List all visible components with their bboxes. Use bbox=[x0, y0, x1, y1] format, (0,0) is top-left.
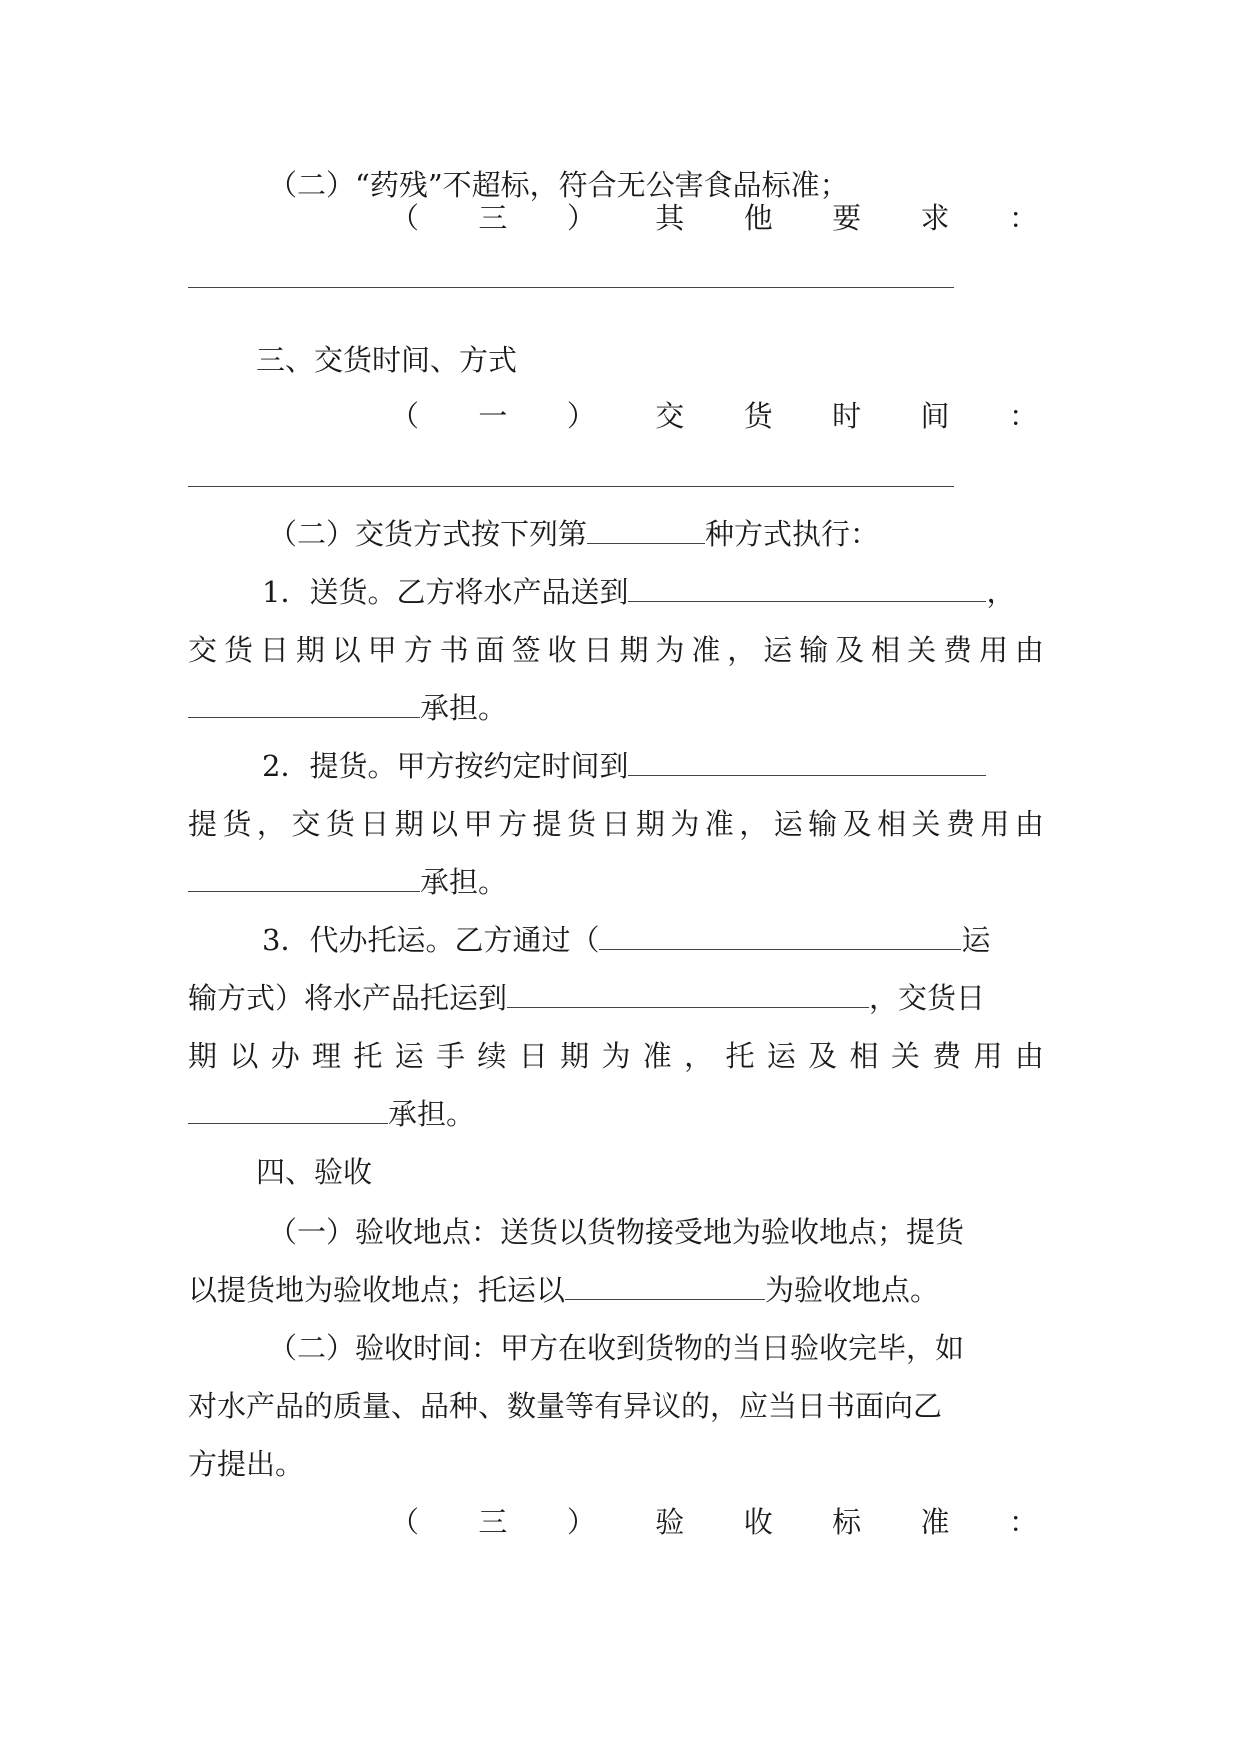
heading-inspection-standard: （ 三 ） 验 收 标 准 ： bbox=[390, 1505, 1038, 1539]
heading-delivery-time: （ 一 ） 交 货 时 间 ： bbox=[390, 399, 1038, 433]
paragraph-delivery-pickup-line3: 承担。 bbox=[188, 862, 1048, 902]
paragraph-residue: （二）“药残”不超标，符合无公害食品标准； bbox=[268, 168, 849, 202]
paragraph-delivery-consign-line4: 承担。 bbox=[188, 1094, 1048, 1134]
fill-blank-consign-cost[interactable] bbox=[188, 1099, 388, 1124]
paragraph-delivery-pickup-line2: 提 货 ， 交 货 日 期 以 甲 方 提 货 日 期 为 准 ， 运 输 及 相 关 费 用 由 bbox=[188, 807, 1044, 841]
fill-blank-other-requirements[interactable] bbox=[188, 287, 954, 288]
paragraph-inspection-time-line3: 方提出。 bbox=[188, 1447, 305, 1481]
fill-blank-method-number[interactable] bbox=[587, 519, 705, 544]
section-3-title: 三、交货时间、方式 bbox=[256, 343, 518, 377]
fill-blank-delivery-time[interactable] bbox=[188, 486, 954, 487]
section-4-title: 四、验收 bbox=[256, 1155, 373, 1189]
paragraph-delivery-send-line3: 承担。 bbox=[188, 688, 1048, 728]
fill-blank-send-cost[interactable] bbox=[188, 693, 420, 718]
fill-blank-pickup-cost[interactable] bbox=[188, 867, 420, 892]
fill-blank-inspection-place[interactable] bbox=[565, 1275, 765, 1300]
paragraph-delivery-send-line2: 交 货 日 期 以 甲 方 书 面 签 收 日 期 为 准 ， 运 输 及 相 关 费 用 由 bbox=[188, 633, 1044, 667]
fill-blank-send-place[interactable] bbox=[628, 577, 986, 602]
paragraph-delivery-consign: 3．代办托运。乙方通过（ 运 bbox=[262, 923, 991, 957]
paragraph-delivery-consign-line3: 期 以 办 理 托 运 手 续 日 期 为 准 ， 托 运 及 相 关 费 用 由 bbox=[188, 1039, 1044, 1073]
paragraph-delivery-method: （二）交货方式按下列第 种方式执行： bbox=[268, 517, 880, 551]
paragraph-delivery-consign-line2: 输方式）将水产品托运到 ，交货日 bbox=[188, 981, 986, 1015]
paragraph-inspection-location-line2: 以提货地为验收地点；托运以 为验收地点。 bbox=[188, 1273, 940, 1307]
fill-blank-pickup-place[interactable] bbox=[628, 751, 986, 776]
paragraph-inspection-time: （二）验收时间：甲方在收到货物的当日验收完毕，如 bbox=[268, 1331, 965, 1365]
paragraph-inspection-location: （一）验收地点：送货以货物接受地为验收地点；提货 bbox=[268, 1215, 965, 1249]
paragraph-delivery-pickup: 2．提货。甲方按约定时间到 bbox=[262, 746, 1122, 786]
fill-blank-transport-mode[interactable] bbox=[599, 925, 961, 950]
paragraph-delivery-send: 1．送货。乙方将水产品送到 ， bbox=[262, 575, 1016, 609]
fill-blank-consign-destination[interactable] bbox=[507, 983, 869, 1008]
heading-other-requirements: （ 三 ） 其 他 要 求 ： bbox=[390, 201, 1038, 235]
paragraph-inspection-time-line2: 对水产品的质量、品种、数量等有异议的，应当日书面向乙 bbox=[188, 1389, 943, 1423]
